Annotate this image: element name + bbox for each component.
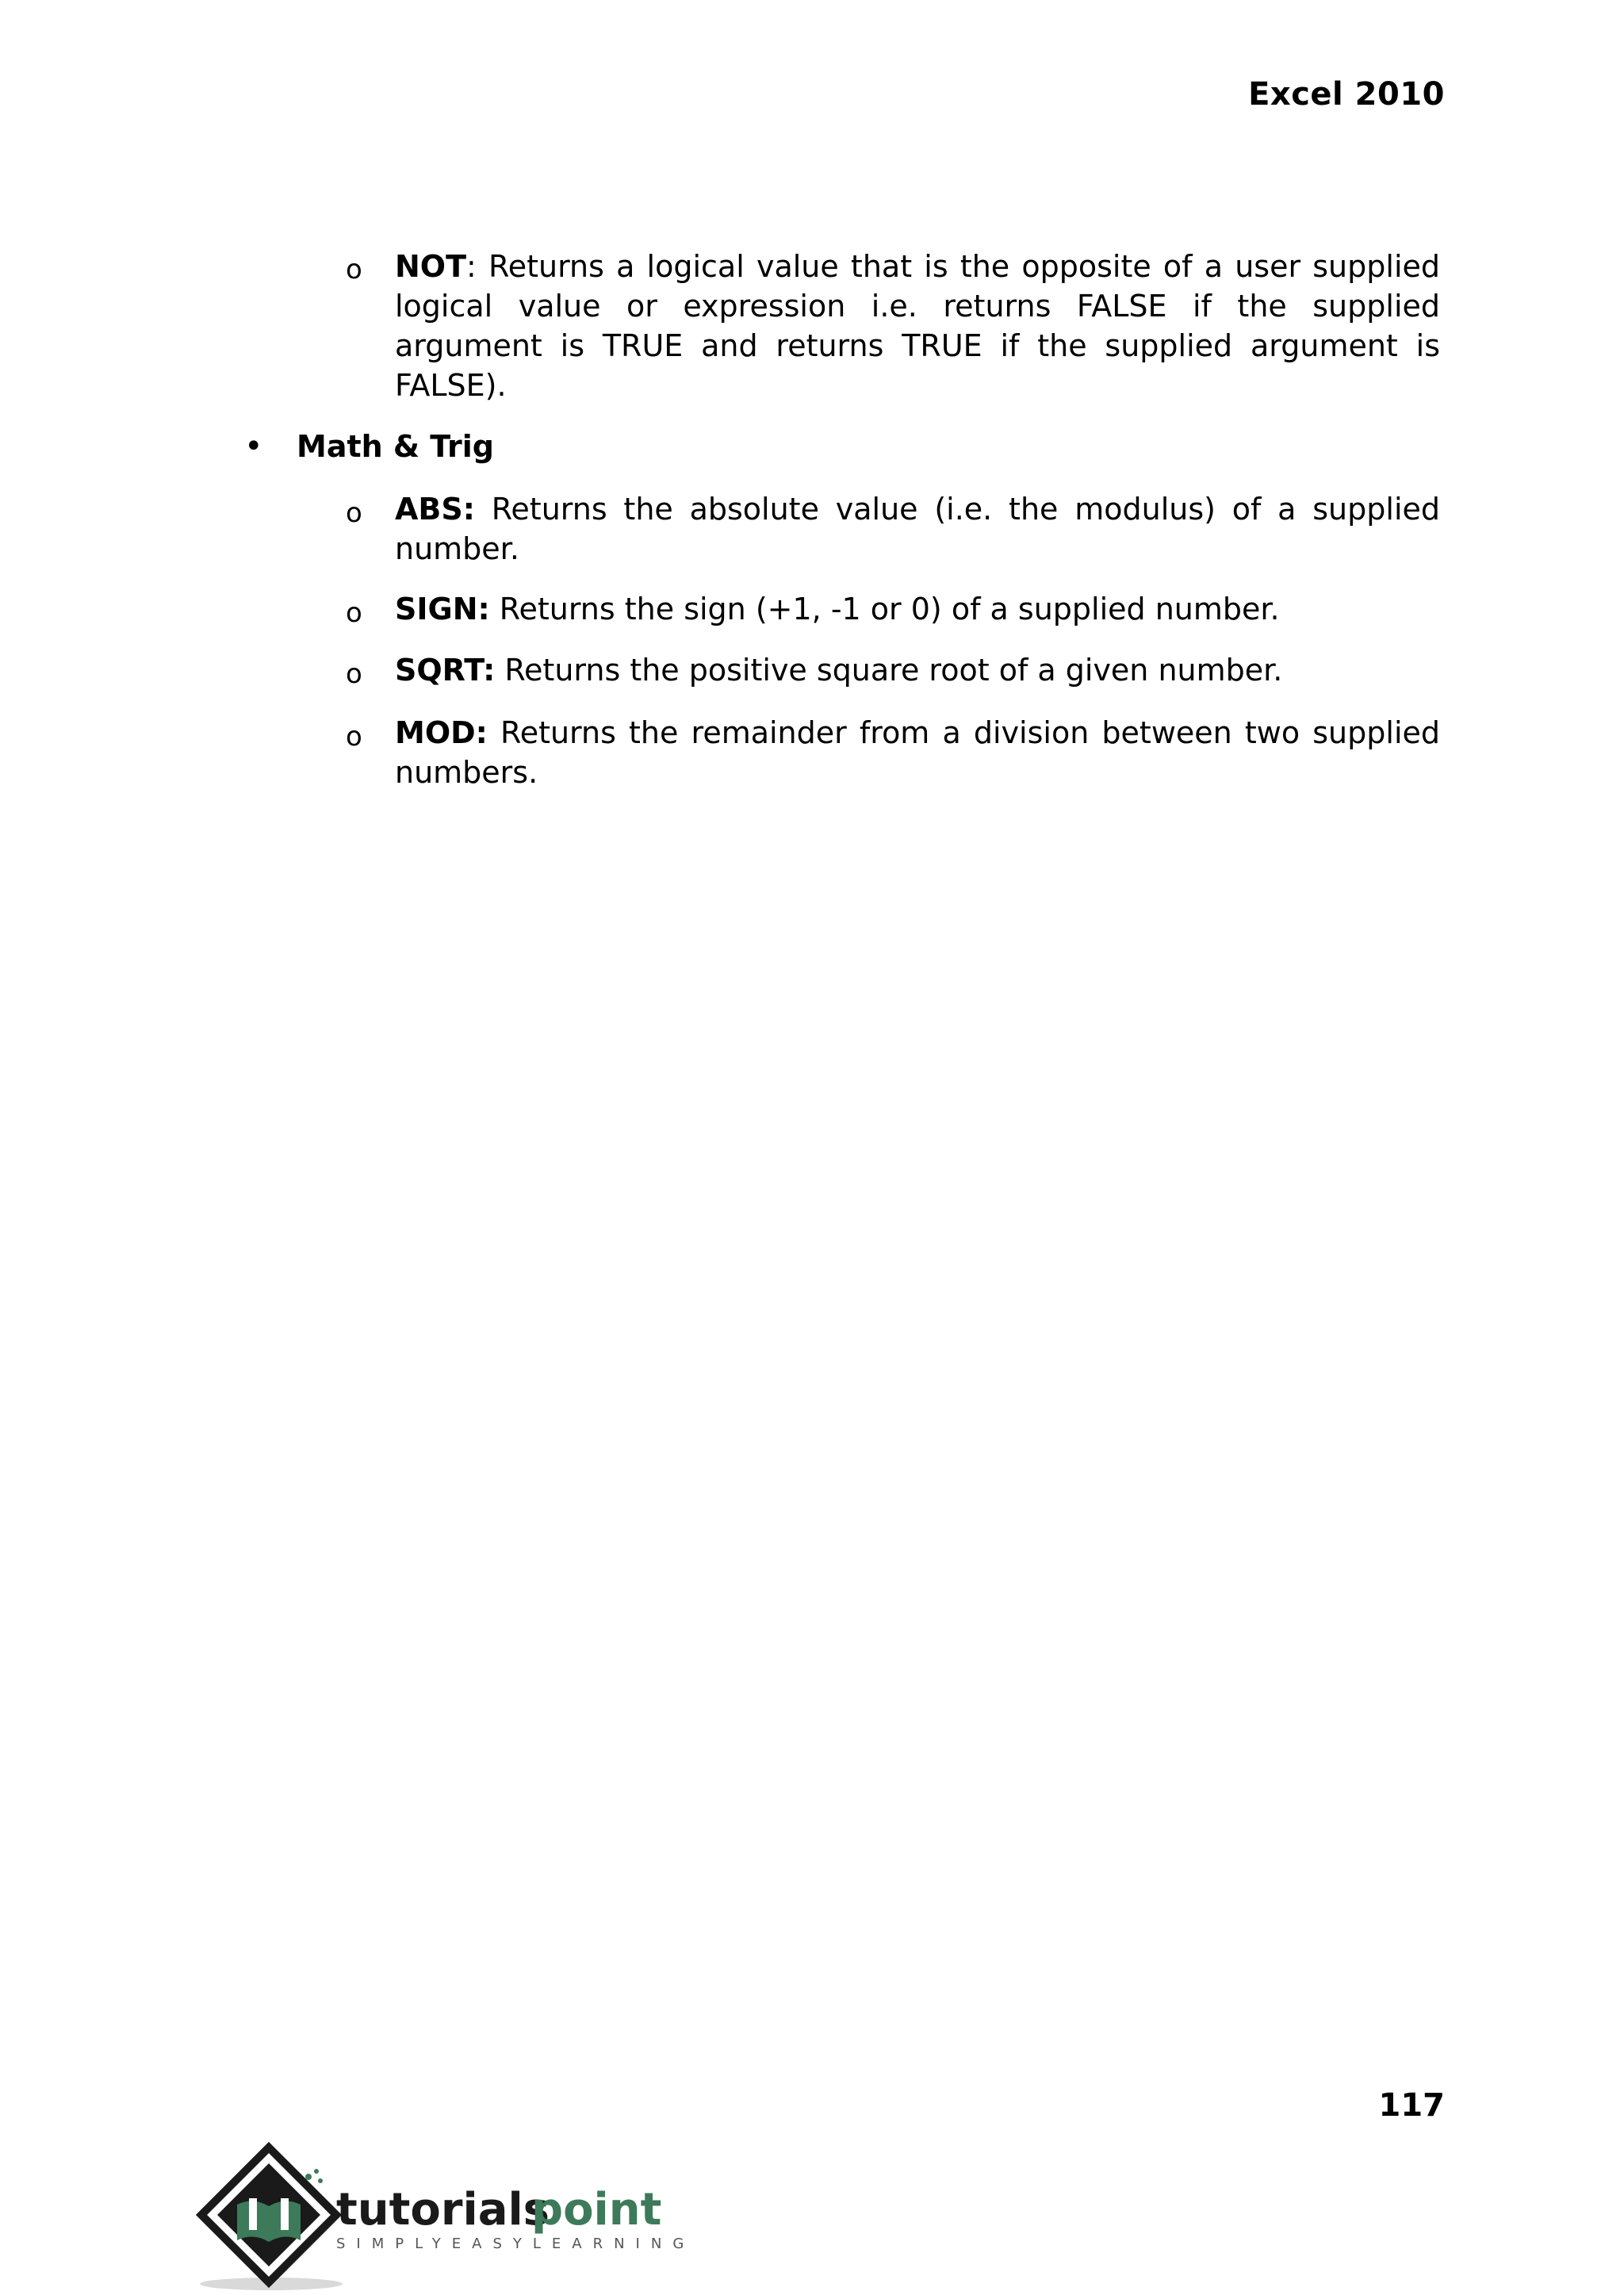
term-label: NOT xyxy=(395,249,467,284)
term-label: SIGN: xyxy=(395,592,490,626)
book-icon xyxy=(281,2198,289,2230)
logo-wordmark-b: point xyxy=(531,2184,662,2236)
term-description: Returns the remainder from a division between two supplied numbers. xyxy=(395,715,1440,790)
sub-bullet-icon: o xyxy=(346,721,362,753)
term-description: Returns the sign (+1, -1 or 0) of a supplied number. xyxy=(489,592,1280,626)
page-number: 117 xyxy=(1378,2087,1445,2124)
term-label: SQRT: xyxy=(395,653,496,688)
logo-graphic xyxy=(193,2141,685,2292)
term-description: Returns the absolute value (i.e. the modulus) of a supplied number. xyxy=(395,492,1440,566)
term-label: MOD: xyxy=(395,715,488,750)
book-icon xyxy=(249,2198,257,2230)
list-item-not xyxy=(395,247,1440,405)
section-heading: Math & Trig xyxy=(297,429,494,464)
list-item-sqrt xyxy=(395,650,1440,690)
term-label: ABS: xyxy=(395,492,475,527)
sub-bullet-icon: o xyxy=(346,597,362,629)
sub-bullet-icon: o xyxy=(346,254,362,285)
term-description: : Returns a logical value that is the opposite of a user supplied logical value or expression i.e. returns FALSE if the supplied argument is TRUE and returns TRUE if the supplied argument is FALSE). xyxy=(395,249,1440,403)
logo-wordmark-a: tutorials xyxy=(336,2184,550,2236)
sub-bullet-icon: o xyxy=(346,658,362,690)
term-description: Returns the positive square root of a given number. xyxy=(495,653,1283,688)
book-icon xyxy=(237,2201,301,2242)
page-header: Excel 2010 xyxy=(1248,76,1445,113)
list-item-mod xyxy=(395,713,1440,792)
tutorialspoint-logo xyxy=(193,2141,685,2292)
bullet-icon: • xyxy=(244,428,263,465)
list-item-abs xyxy=(395,489,1440,569)
logo-tagline: SIMPLYEASYLEARNING xyxy=(336,2236,685,2252)
sub-bullet-icon: o xyxy=(346,497,362,529)
list-item-sign xyxy=(395,589,1440,629)
